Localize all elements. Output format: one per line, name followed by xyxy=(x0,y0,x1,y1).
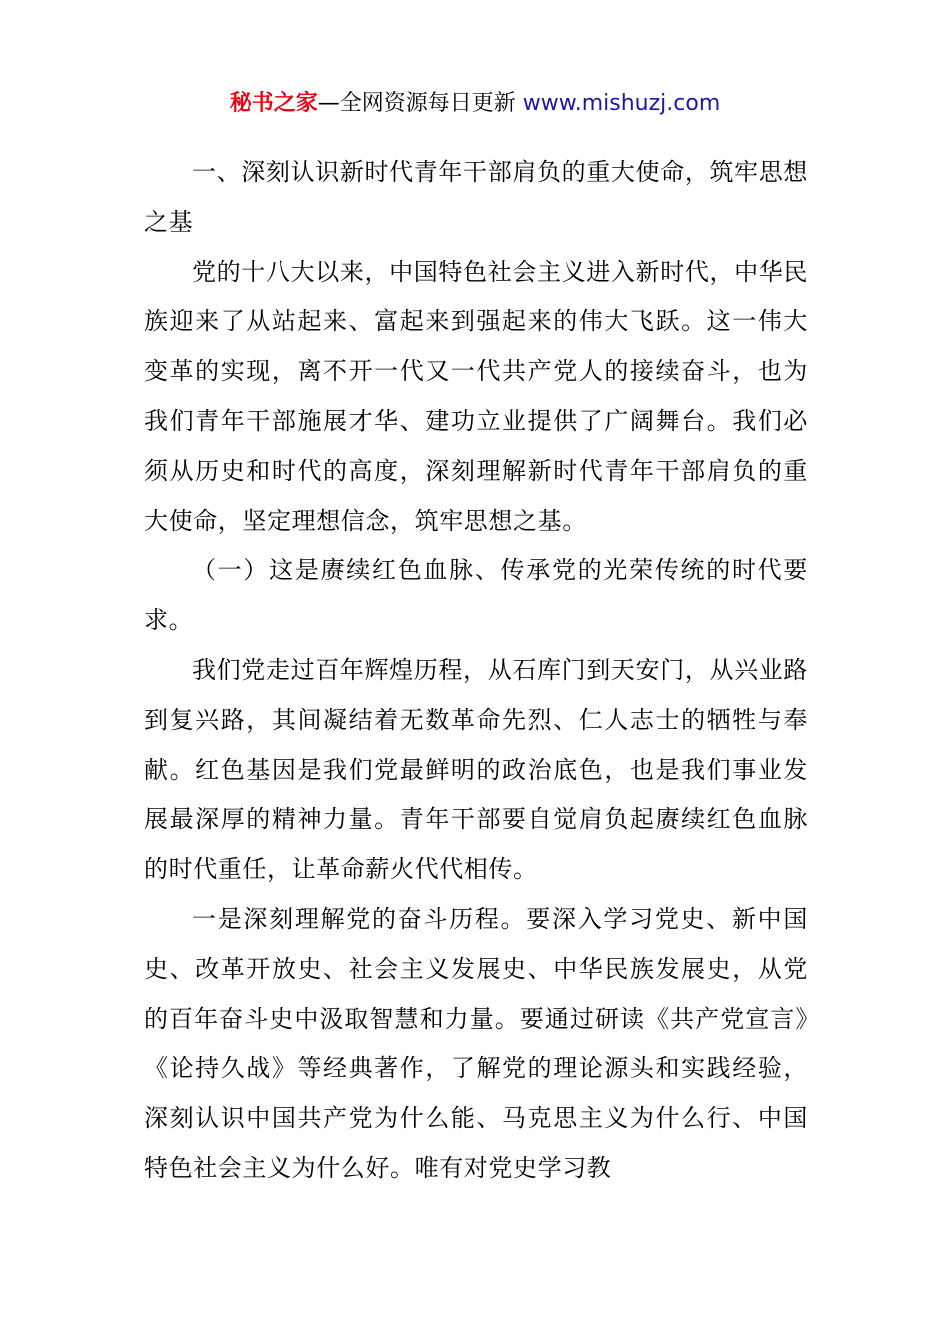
body-paragraph: 我们党走过百年辉煌历程，从石库门到天安门，从兴业路到复兴路，其间凝结着无数革命先烈、仁人志士的牺牲与奉献。红色基因是我们党最鲜明的政治底色，也是我们事业发展最深厚的精神力量。青年干部要自觉肩负起赓续红色血脉的时代重任，让革命薪火代代相传。 xyxy=(144,655,808,884)
section-heading: 一、深刻认识新时代青年干部肩负的重大使命，筑牢思想之基 xyxy=(144,158,808,236)
header-site-link[interactable]: www.mishuzj.com xyxy=(522,91,721,116)
page-header xyxy=(0,88,950,120)
body-paragraph: 党的十八大以来，中国特色社会主义进入新时代，中华民族迎来了从站起来、富起来到强起来的伟大飞跃。这一伟大变革的实现，离不开一代又一代共产党人的接续奋斗，也为我们青年干部施展才华、建功立业提供了广阔舞台。我们必须从历史和时代的高度，深刻理解新时代青年干部肩负的重大使命，坚定理想信念，筑牢思想之基。 xyxy=(144,257,808,535)
body-paragraph: 一是深刻理解党的奋斗历程。要深入学习党史、新中国史、改革开放史、社会主义发展史、中华民族发展史，从党的百年奋斗史中汲取智慧和力量。要通过研读《共产党宣言》《论持久战》等经典著作，了解党的理论源头和实践经验，深刻认识中国共产党为什么能、马克思主义为什么行、中国特色社会主义为什么好。唯有对党史学习教 xyxy=(144,904,808,1182)
subsection-heading: （一）这是赓续红色血脉、传承党的光荣传统的时代要求。 xyxy=(144,556,808,635)
header-tagline: —全网资源每日更新 xyxy=(317,91,523,116)
document-body xyxy=(144,148,808,1194)
header-brand: 秘书之家 xyxy=(229,91,318,116)
